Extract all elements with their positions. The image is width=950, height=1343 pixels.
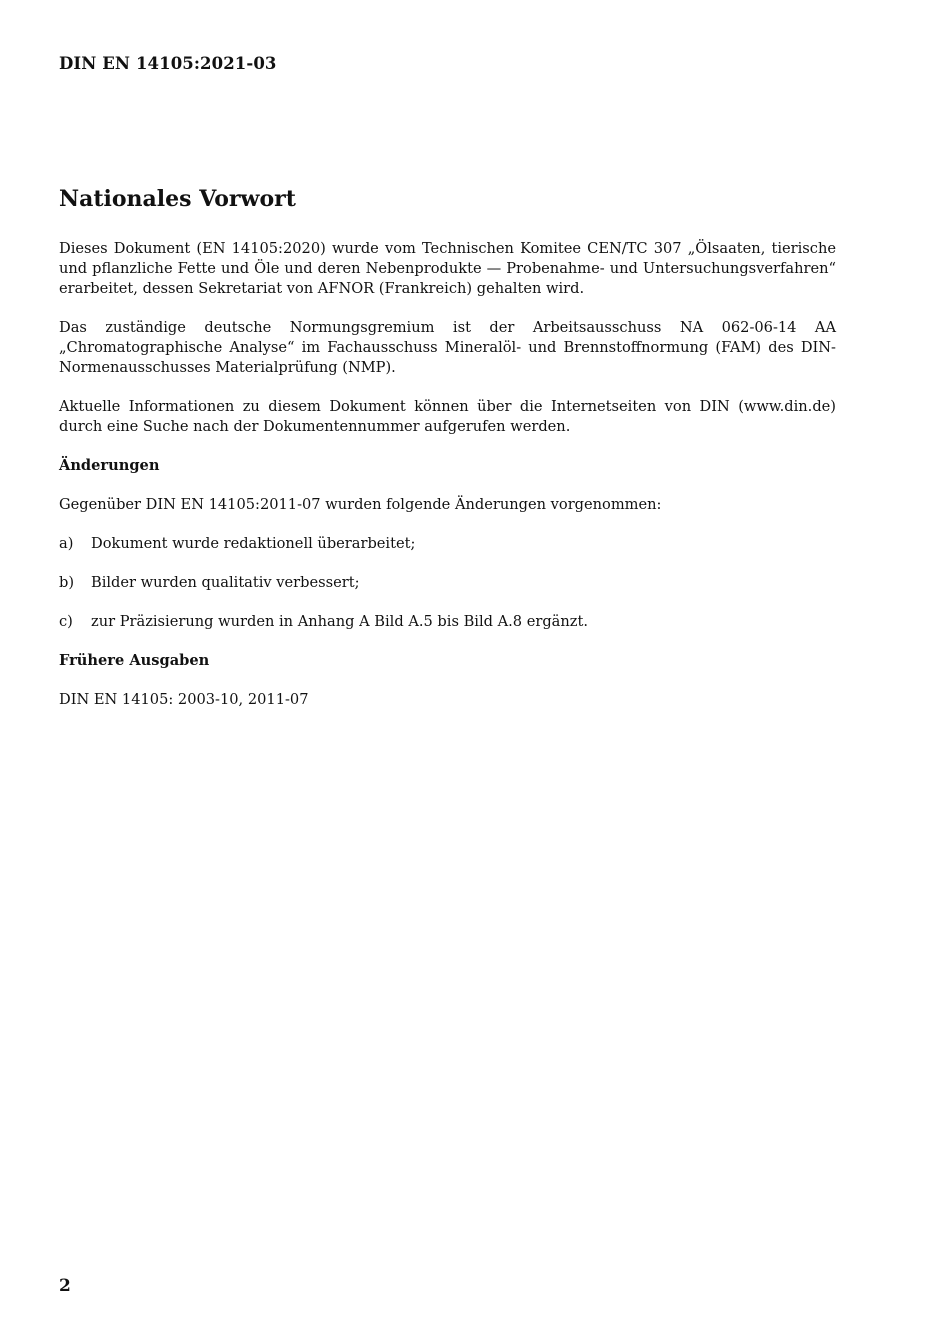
list-marker: a) — [59, 535, 74, 552]
document-id-header: DIN EN 14105:2021-03 — [59, 54, 277, 73]
list-item — [59, 573, 836, 593]
foreword-body — [59, 239, 836, 729]
page-number: 2 — [59, 1276, 71, 1296]
changes-list — [59, 534, 836, 632]
list-item — [59, 612, 836, 632]
list-item-text: zur Präzisierung wurden in Anhang A Bild A.5 bis Bild A.8 ergänzt. — [91, 613, 588, 630]
previous-editions-heading: Frühere Ausgaben — [59, 652, 210, 669]
list-item-text: Dokument wurde redaktionell überarbeitet; — [91, 535, 416, 552]
changes-heading: Änderungen — [59, 457, 160, 474]
previous-editions-text: DIN EN 14105: 2003-10, 2011-07 — [59, 691, 309, 708]
paragraph-information: Aktuelle Informationen zu diesem Dokument können über die Internetseiten von DIN (www.din.de) durch eine Suche nach der Dokumentennummer aufgerufen werden. — [59, 398, 836, 435]
list-item-text: Bilder wurden qualitativ verbessert; — [91, 574, 360, 591]
list-marker: b) — [59, 574, 75, 591]
paragraph-committee: Dieses Dokument (EN 14105:2020) wurde vom Technischen Komitee CEN/TC 307 „Ölsaaten, tierische und pflanzliche Fette und Öle und deren Nebenprodukte — Probenahme- und Untersuchungsverfahren“ erarbeitet, dessen Sekretariat von AFNOR (Frankreich) gehalten wird. — [59, 240, 836, 297]
list-item — [59, 534, 836, 554]
section-title: Nationales Vorwort — [59, 186, 296, 212]
paragraph-responsible-body: Das zuständige deutsche Normungsgremium ist der Arbeitsausschuss NA 062-06-14 AA „Chromatographische Analyse“ im Fachausschuss Mineralöl- und Brennstoffnormung (FAM) des DIN-Normenausschusses Materialprüfung (NMP). — [59, 319, 836, 376]
list-marker: c) — [59, 613, 73, 630]
changes-intro: Gegenüber DIN EN 14105:2011-07 wurden folgende Änderungen vorgenommen: — [59, 496, 662, 513]
